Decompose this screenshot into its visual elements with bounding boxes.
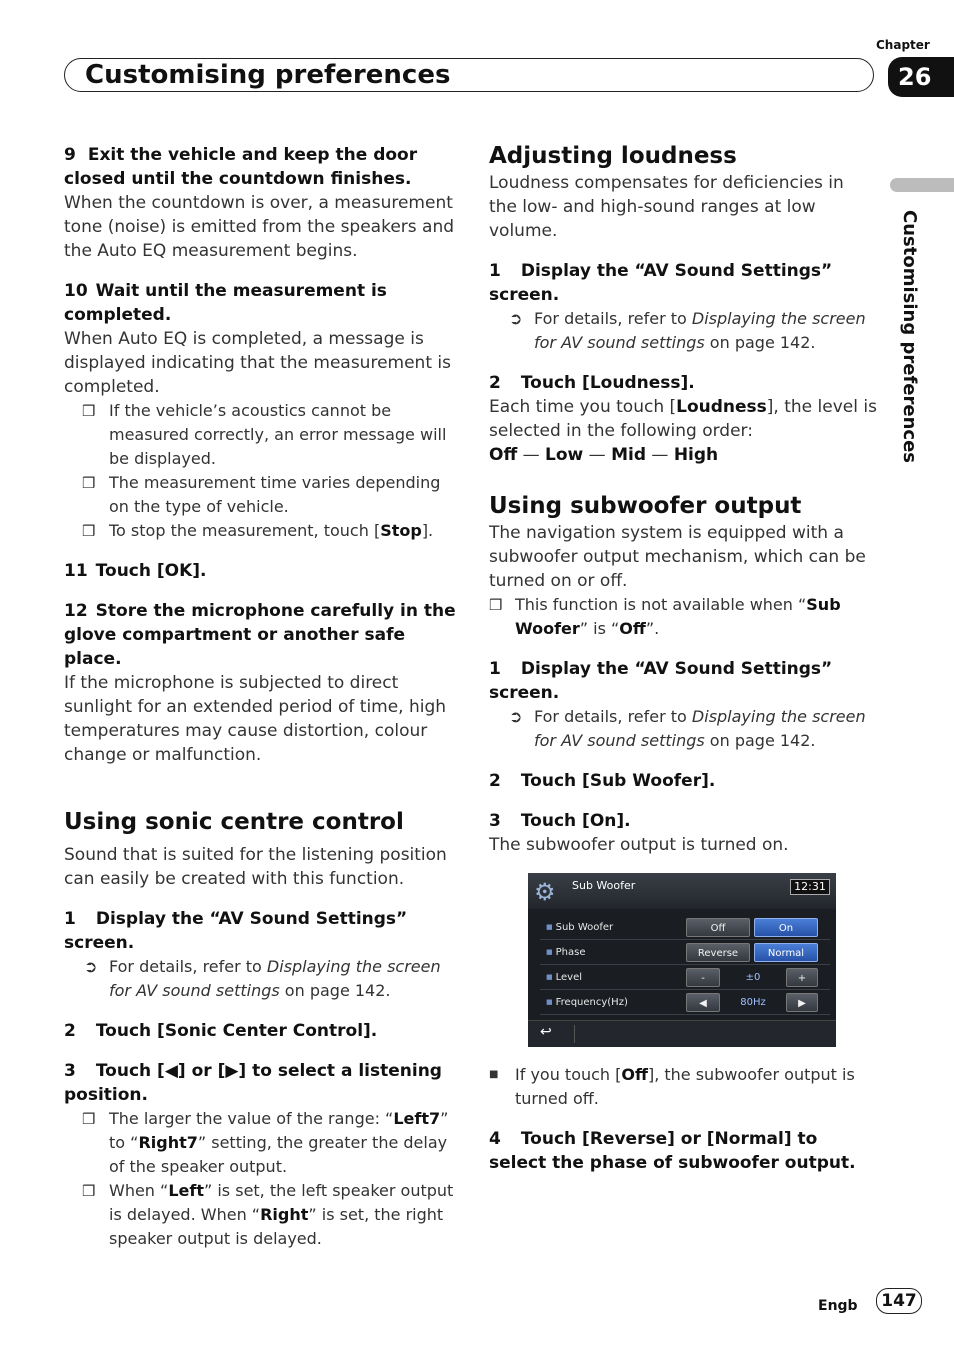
language-code: Engb	[818, 1298, 858, 1314]
chapter-number: 26	[888, 57, 954, 97]
normal-button[interactable]: Normal	[754, 943, 818, 962]
section-heading-sonic: Using sonic centre control	[64, 809, 404, 835]
section-heading-loudness: Adjusting loudness	[489, 143, 737, 169]
setting-row-sub-woofer: ■ Sub Woofer Off On	[540, 917, 830, 940]
reference-note: ➲ For details, refer to Displaying the screen for AV sound settings on page 142.	[509, 707, 866, 750]
frequency-right-button[interactable]: ▶	[786, 993, 818, 1012]
level-value: ±0	[745, 972, 761, 983]
on-button[interactable]: On	[754, 918, 818, 937]
section-heading-subwoofer: Using subwoofer output	[489, 493, 802, 519]
side-tab	[890, 178, 954, 192]
step-10-body: When Auto EQ is completed, a message is displayed indicating that the measurement is completed.	[64, 329, 451, 397]
note-item: ❒ When “Left” is set, the left speaker output is delayed. When “Right” is set, the right speaker output is delayed.	[82, 1181, 454, 1248]
sonic-step-3: 3 Touch [◀] or [▶] to select a listening position.	[64, 1061, 442, 1105]
reverse-button[interactable]: Reverse	[686, 943, 750, 962]
note-item: ❒ To stop the measurement, touch [Stop].	[64, 519, 456, 543]
back-icon[interactable]: ↩	[540, 1024, 552, 1040]
step-9: 9 Exit the vehicle and keep the door closed until the countdown finishes.	[64, 145, 418, 189]
loud-step-2-body: Each time you touch [Loudness], the level is selected in the following order:	[489, 397, 877, 441]
sub-step-3-body: The subwoofer output is turned on.	[489, 835, 789, 855]
subwoofer-screen	[528, 873, 836, 1047]
clock: 12:31	[790, 879, 830, 895]
frequency-value: 80Hz	[740, 997, 766, 1008]
chapter-label: Chapter	[876, 38, 930, 52]
reference-note: ➲ For details, refer to Displaying the screen for AV sound settings on page 142.	[84, 957, 441, 1000]
checkbox-icon: ❒	[82, 1182, 96, 1200]
checkbox-icon: ❒	[82, 402, 96, 420]
subwoofer-body: The navigation system is equipped with a subwoofer output mechanism, which can be turned on or off.	[489, 523, 866, 591]
step-9-body: When the countdown is over, a measurement tone (noise) is emitted from the speakers and the Auto EQ measurement begins.	[64, 193, 455, 261]
header-bar	[64, 58, 874, 92]
bullet-item: ■ If you touch [Off], the subwoofer output is turned off.	[489, 1065, 855, 1108]
checkbox-icon: ❒	[489, 596, 503, 614]
step-12-body: If the microphone is subjected to direct sunlight for an extended period of time, high temperatures may cause distortion, colour change or malfunction.	[64, 673, 447, 765]
checkbox-icon: ❒	[82, 522, 96, 540]
left-column	[64, 143, 456, 1251]
off-button[interactable]: Off	[686, 918, 750, 937]
sonic-step-1: 1 Display the “AV Sound Settings” screen.	[64, 909, 408, 953]
right-column	[489, 141, 877, 1175]
screen-title: Sub Woofer	[572, 879, 636, 892]
sub-step-1: 1 Display the “AV Sound Settings” screen.	[489, 659, 833, 703]
note-item: ❒ If the vehicle’s acoustics cannot be measured correctly, an error message will be displayed.	[82, 401, 447, 468]
sonic-body: Sound that is suited for the listening position can easily be created with this function.	[64, 845, 447, 889]
level-increase-button[interactable]: +	[786, 968, 818, 987]
note-item: ❒ The larger the value of the range: “Left7” to “Right7” setting, the greater the delay of the speaker output.	[82, 1109, 449, 1176]
step-12: 12 Store the microphone carefully in the glove compartment or another safe place.	[64, 601, 456, 669]
note-item: ❒ The measurement time varies depending on the type of vehicle.	[82, 473, 441, 516]
checkbox-icon: ❒	[82, 474, 96, 492]
page-number: 147	[876, 1288, 922, 1314]
square-bullet-icon: ■	[489, 1069, 499, 1080]
loudness-order: Off — Low — Mid — High	[489, 445, 719, 465]
gear-icon: ⚙	[534, 878, 556, 906]
setting-row-level: ■ Level - ±0 +	[540, 967, 830, 990]
divider	[574, 1025, 575, 1043]
arrow-icon: ➲	[509, 309, 523, 328]
arrow-icon: ➲	[84, 957, 98, 976]
sonic-step-2: 2 Touch [Sonic Center Control].	[64, 1021, 378, 1041]
reference-note: ➲ For details, refer to Displaying the screen for AV sound settings on page 142.	[509, 309, 866, 352]
level-decrease-button[interactable]: -	[686, 968, 720, 987]
sub-step-2: 2 Touch [Sub Woofer].	[489, 771, 716, 791]
sub-step-3: 3 Touch [On].	[489, 811, 631, 831]
screen-bottom-bar	[528, 1020, 836, 1047]
screen-title-bar	[528, 873, 836, 909]
sub-step-4: 4 Touch [Reverse] or [Normal] to select the phase of subwoofer output.	[489, 1129, 856, 1173]
step-11: 11 Touch [OK].	[64, 561, 207, 581]
arrow-icon: ➲	[509, 707, 523, 726]
step-10: 10 Wait until the measurement is completed.	[64, 281, 387, 325]
frequency-left-button[interactable]: ◀	[686, 993, 720, 1012]
loud-step-1: 1 Display the “AV Sound Settings” screen.	[489, 261, 833, 305]
page-title: Customising preferences	[85, 60, 451, 90]
setting-row-frequency: ■ Frequency(Hz) ◀ 80Hz ▶	[540, 992, 830, 1015]
side-title: Customising preferences	[899, 210, 920, 463]
setting-row-phase: ■ Phase Reverse Normal	[540, 942, 830, 965]
loudness-body: Loudness compensates for deficiencies in the low- and high-sound ranges at low volume.	[489, 173, 844, 241]
note-item: ❒ This function is not available when “Sub Woofer” is “Off”.	[489, 595, 841, 638]
checkbox-icon: ❒	[82, 1110, 96, 1128]
loud-step-2: 2 Touch [Loudness].	[489, 373, 695, 393]
